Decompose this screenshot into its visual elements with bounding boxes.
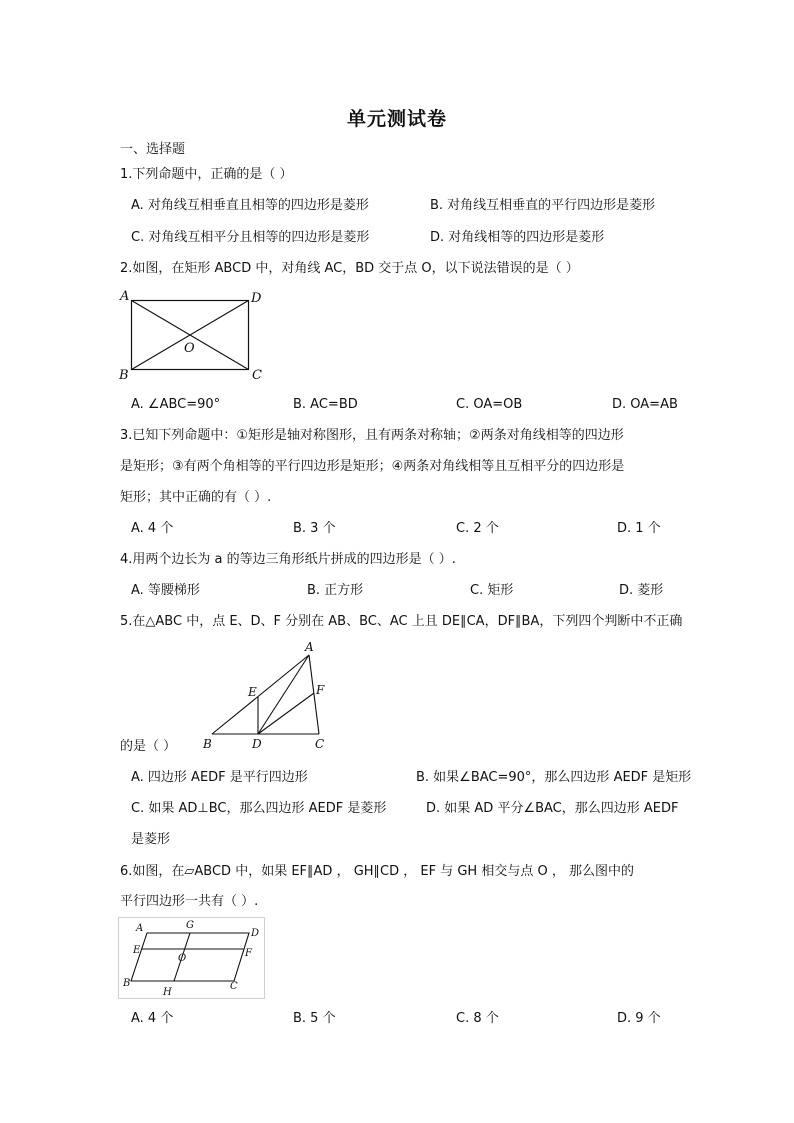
q1-option-c: C. 对角线互相平分且相等的四边形是菱形: [131, 230, 370, 245]
q4-option-b: B. 正方形: [307, 583, 364, 598]
q3-option-a: A. 4 个: [131, 521, 174, 536]
q3-option-d: D. 1 个: [617, 521, 661, 536]
label-c: C: [252, 368, 262, 383]
side-ab: [212, 655, 309, 734]
label-o: O: [184, 341, 195, 356]
q3-option-c: C. 2 个: [456, 521, 499, 536]
q6-option-a: A. 4 个: [131, 1011, 174, 1026]
label-a: A: [136, 923, 144, 934]
label-g: G: [186, 920, 194, 931]
q1-stem: 1.下列命题中，正确的是（ ）: [120, 167, 293, 182]
label-b: B: [119, 368, 129, 383]
page-title: 单元测试卷: [346, 108, 447, 130]
segment-ad: [258, 655, 309, 734]
label-d: D: [251, 928, 260, 939]
label-f: F: [316, 683, 325, 697]
label-e: E: [133, 945, 141, 956]
label-b: B: [123, 978, 131, 989]
q2-rectangle-figure: [115, 288, 275, 384]
label-c: C: [315, 737, 325, 751]
q5-option-d-continued: 是菱形: [131, 832, 171, 847]
q2-option-b: B. AC=BD: [293, 397, 358, 412]
q1-option-a: A. 对角线互相垂直且相等的四边形是菱形: [131, 198, 369, 213]
q2-stem: 2.如图，在矩形 ABCD 中，对角线 AC，BD 交于点 O，以下说法错误的是（ ）: [120, 261, 579, 276]
q6-parallelogram-figure: [118, 917, 266, 999]
q6-option-c: C. 8 个: [456, 1011, 499, 1026]
q3-line-3: 矩形；其中正确的有（ ）.: [120, 490, 272, 505]
q1-option-d: D. 对角线相等的四边形是菱形: [430, 230, 605, 245]
q3-option-b: B. 3 个: [293, 521, 336, 536]
q5-option-b: B. 如果∠BAC=90°，那么四边形 AEDF 是矩形: [416, 770, 692, 785]
label-a: A: [305, 640, 314, 654]
q4-option-d: D. 菱形: [619, 583, 664, 598]
label-c: C: [230, 981, 238, 992]
q6-option-b: B. 5 个: [293, 1011, 336, 1026]
q5-stem: 5.在△ABC 中，点 E、D、F 分别在 AB、BC、AC 上且 DE∥CA，DF∥BA，下列四个判断中不正确: [120, 614, 683, 629]
label-e: E: [248, 685, 257, 699]
q4-stem: 4.用两个边长为 a 的等边三角形纸片拼成的四边形是（ ）.: [120, 552, 456, 567]
parallelogram-abcd: [131, 933, 249, 981]
section-heading: 一、选择题: [120, 142, 186, 157]
label-f: F: [245, 948, 252, 959]
q6-line-1: 6.如图，在▱ABCD 中，如果 EF∥AD ， GH∥CD ， EF 与 GH 相交与点 O ， 那么图中的: [120, 864, 634, 879]
label-d: D: [251, 291, 262, 306]
q4-option-c: C. 矩形: [470, 583, 514, 598]
label-h: H: [163, 987, 172, 998]
q5-option-a: A. 四边形 AEDF 是平行四边形: [131, 770, 308, 785]
q2-option-c: C. OA=OB: [456, 397, 523, 412]
q6-line-2: 平行四边形一共有（ ）.: [120, 894, 259, 909]
label-b: B: [203, 737, 212, 751]
q6-option-d: D. 9 个: [617, 1011, 661, 1026]
q4-option-a: A. 等腰梯形: [131, 583, 200, 598]
q5-option-c: C. 如果 AD⊥BC，那么四边形 AEDF 是菱形: [131, 801, 387, 816]
q3-line-1: 3.已知下列命题中：①矩形是轴对称图形，且有两条对称轴；②两条对角线相等的四边形: [120, 428, 624, 443]
label-a: A: [120, 289, 130, 304]
label-o: O: [178, 953, 187, 964]
q2-option-a: A. ∠ABC=90°: [131, 397, 221, 412]
q1-option-b: B. 对角线互相垂直的平行四边形是菱形: [430, 198, 656, 213]
q2-option-d: D. OA=AB: [612, 397, 678, 412]
q5-stem-continued: 的是（ ）: [120, 739, 177, 754]
q3-line-2: 是矩形；③有两个角相等的平行四边形是矩形；④两条对角线相等且互相平分的四边形是: [120, 459, 625, 474]
q5-option-d: D. 如果 AD 平分∠BAC，那么四边形 AEDF: [426, 801, 679, 816]
label-d: D: [252, 737, 262, 751]
segment-df: [258, 693, 314, 734]
q5-triangle-figure: [195, 638, 335, 754]
